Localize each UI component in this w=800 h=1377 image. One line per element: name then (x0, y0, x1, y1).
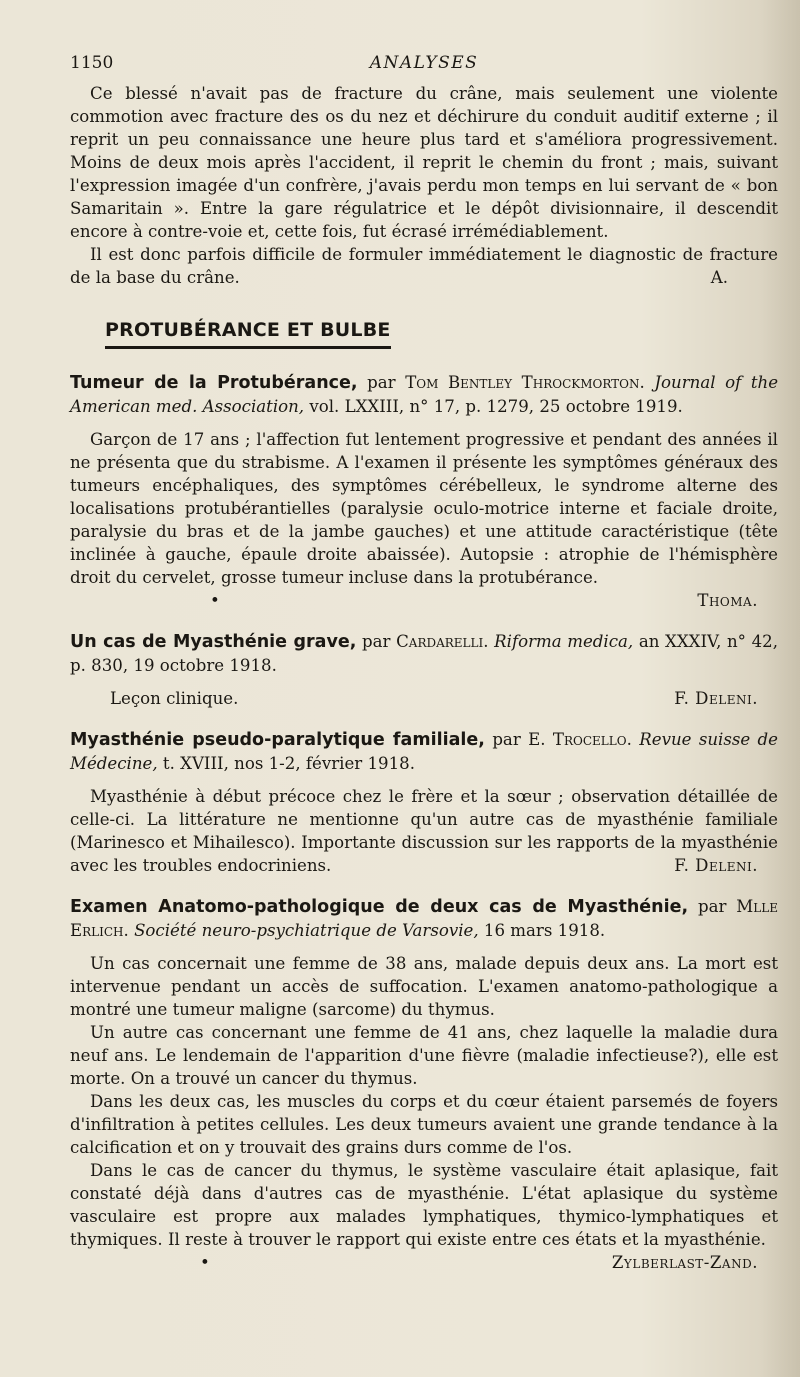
article-paragraph-text: Myasthénie à début précoce chez le frère et la sœur ; observation détaillée de celle-ci. La littérature ne mentionne qu'un autre cas de myasthénie familiale (Marinesco et Mihailesco). Importante discussion sur les rapports de la myasthénie avec les troubles endocriniens. (70, 787, 778, 875)
article-paragraph: Dans le cas de cancer du thymus, le système vasculaire était aplasique, fait constaté déjà dans d'autres cas de myasthénie. L'état aplasique du système vasculaire est propre aux malades lymphatiques, thymico-lymphatiques et thymiques. Il reste à trouver le rapport qui existe entre ces états et la myasthénie. (70, 1161, 778, 1249)
article-author: E. Trocello. (528, 730, 632, 749)
article-reference: an XXXIV, n° 42, p. 830, 19 octobre 1918. (70, 632, 778, 675)
article-reference: 16 mars 1918. (483, 921, 606, 940)
article-reference: vol. LXXIII, n° 17, p. 1279, 25 octobre 1919. (309, 397, 683, 416)
article-body (70, 785, 778, 877)
article-paragraph: Garçon de 17 ans ; l'affection fut lentement progressive et pendant des années il ne présenta que du strabisme. A l'examen il présente les symptômes généraux des tumeurs encéphaliques, des symptômes cérébelleux, le syndrome alterne des localisations protubérantielles (paralysie oculo-motrice interne et faciale droite, paralysie du bras et de la jambe gauches) et une attitude caractéristique (tête inclinée à gauche, épaule droite abaissée). Autopsie : atrophie de l'hémisphère droit du cervelet, grosse tumeur incluse dans la protubérance. (70, 430, 778, 587)
article-by: par (367, 373, 396, 392)
article-reference: t. XVIII, nos 1-2, février 1918. (162, 754, 415, 773)
intro-signature: A. (710, 268, 728, 287)
article-source: Société neuro-psychiatrique de Varsovie, (134, 921, 479, 940)
article-paragraph (70, 785, 778, 877)
article-author: Cardarelli. (396, 632, 489, 651)
article-paragraph: Un cas concernait une femme de 38 ans, malade depuis deux ans. La mort est intervenue pendant un accès de suffocation. L'examen anatomo-pathologique a montré une tumeur maligne (sarcome) du thymus. (70, 954, 778, 1019)
article-title: Examen Anatomo-pathologique de deux cas de Myasthénie, (70, 897, 689, 917)
article-signature: Thoma. (697, 591, 758, 610)
article-heading (70, 895, 778, 942)
article-signature: F. Deleni. (674, 689, 758, 708)
article-title: Un cas de Myasthénie grave, (70, 632, 357, 652)
article-by: par (492, 730, 521, 749)
article-source: Riforma medica, (494, 632, 634, 651)
intro-paragraph-1: Ce blessé n'avait pas de fracture du crâne, mais seulement une violente commotion avec fracture des os du nez et déchirure du conduit auditif externe ; il reprit un peu connaissance une heure plus tard et s'améliora progressivement. Moins de deux mois après l'accident, il reprit le chemin du front ; mais, suivant l'expression imagée d'un confrère, j'avais perdu mon temps en lui servant de « bon Samaritain ». Entre la gare régulatrice et le dépôt divisionnaire, il descendit encore à contre-voie et, cette fois, fut écrasé irrémédiablement. (70, 84, 778, 241)
article-title: Tumeur de la Protubérance, (70, 373, 358, 393)
page-content (70, 52, 778, 1274)
page-number: 1150 (70, 53, 114, 73)
article-body (70, 428, 778, 612)
article-paragraph: Un autre cas concernant une femme de 41 ans, chez laquelle la maladie dura neuf ans. Le lendemain de l'apparition d'une fièvre (maladie infectieuse?), elle est morte. On a trouvé un cancer du thymus. (70, 1023, 778, 1088)
article-body (70, 952, 778, 1274)
section-title: PROTUBÉRANCE ET BULBE (105, 319, 391, 349)
intro-paragraph-2 (70, 243, 778, 289)
bullet-dot: • (200, 1253, 210, 1272)
article-body (70, 687, 778, 710)
bullet-dot: • (210, 591, 220, 610)
article-paragraph: Leçon clinique. (110, 689, 239, 708)
article-signature: F. Deleni. (674, 856, 758, 875)
article-source: Journal of the American med. Association, (70, 373, 779, 416)
article-heading (70, 371, 778, 418)
article-source: Revue suisse de Médecine, (70, 730, 779, 773)
article-signature: Zylberlast-Zand. (611, 1253, 758, 1272)
running-title: ANALYSES (369, 53, 479, 73)
article-heading (70, 630, 778, 677)
running-head (70, 52, 778, 82)
article-title: Myasthénie pseudo-paralytique familiale, (70, 730, 485, 750)
article-author: Mlle Erlich. (70, 897, 778, 940)
article-by: par (697, 897, 727, 916)
intro-paragraph-2-text: Il est donc parfois difficile de formuler immédiatement le diagnostic de fracture de la base du crâne. (70, 245, 778, 287)
article-heading (70, 728, 778, 775)
section-heading (70, 289, 778, 349)
article-by: par (362, 632, 391, 651)
article-paragraph: Dans les deux cas, les muscles du corps et du cœur étaient parsemés de foyers d'infiltration à petites cellules. Les deux tumeurs avaient une grande tendance à la calcification et on y trouvait des grains durs comme de l'os. (70, 1092, 778, 1157)
article-footer (70, 1251, 778, 1274)
article-author: Tom Bentley Throckmorton. (405, 373, 645, 392)
